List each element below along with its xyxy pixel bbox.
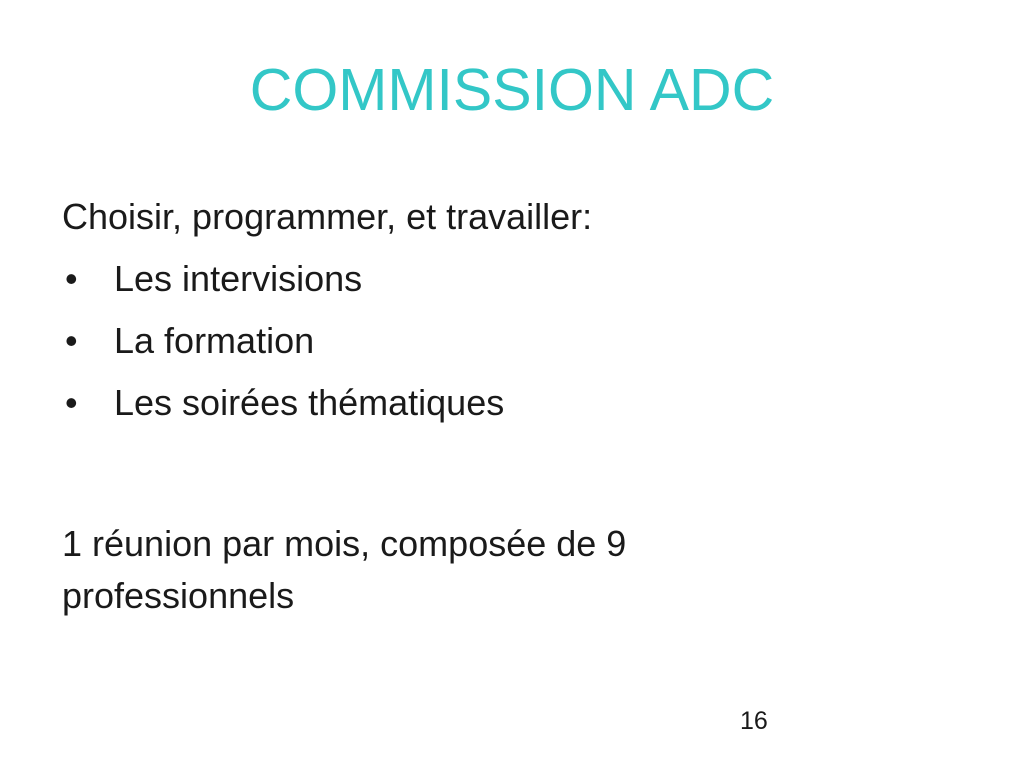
page-number: 16 — [740, 707, 768, 735]
bullet-icon: • — [65, 320, 78, 361]
summary-text: 1 réunion par mois, composée de 9 professionnels — [62, 523, 627, 616]
bullet-icon: • — [65, 258, 78, 299]
bullet-text: Les intervisions — [114, 258, 363, 299]
bullet-icon: • — [65, 382, 78, 423]
bullet-item — [62, 310, 962, 372]
intro-text: Choisir, programmer, et travailler: — [62, 196, 593, 237]
slide-title: COMMISSION ADC — [249, 57, 775, 123]
bullet-item — [62, 372, 962, 434]
slide-body — [62, 186, 962, 434]
bullet-text: Les soirées thématiques — [114, 382, 505, 423]
bullet-text: La formation — [114, 320, 315, 361]
bullet-item — [62, 248, 962, 310]
bullet-list — [62, 248, 962, 434]
